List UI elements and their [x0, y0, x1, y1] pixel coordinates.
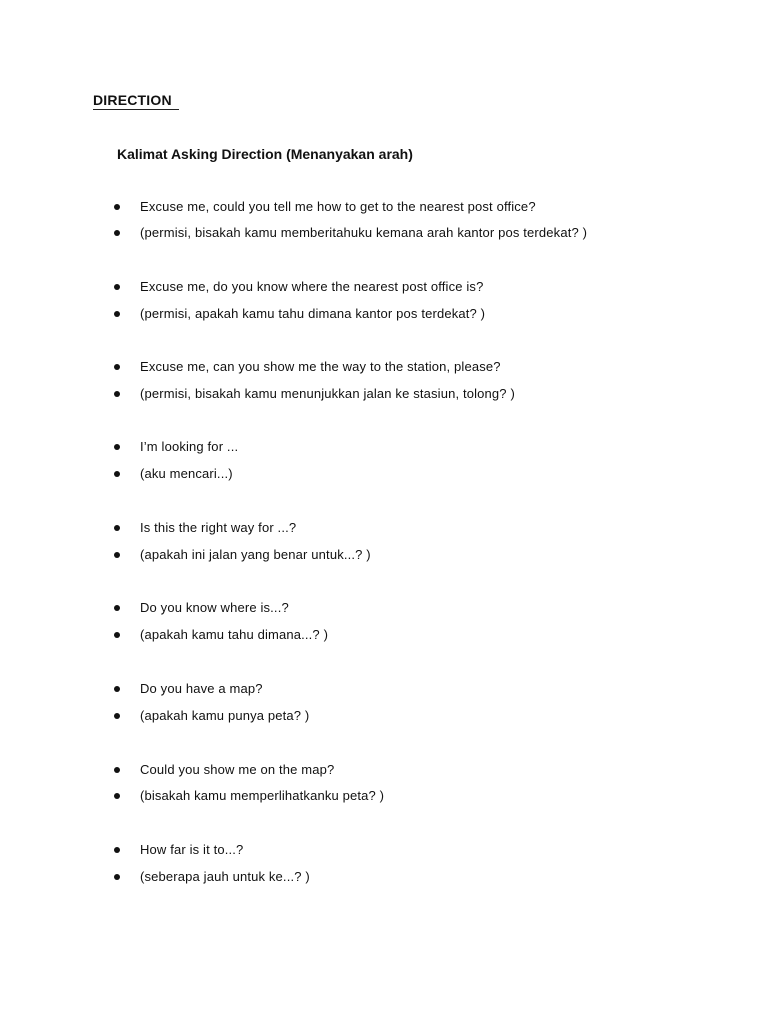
list-item-text: Do you have a map?	[140, 681, 263, 696]
list-item-text: (apakah kamu tahu dimana...? )	[140, 627, 329, 642]
list-item-text: I’m looking for ...	[140, 439, 239, 454]
list-item-text: (permisi, bisakah kamu menunjukkan jalan ke stasiun, tolong? )	[140, 386, 515, 401]
bullet-icon	[114, 525, 120, 531]
list-item-text: How far is it to...?	[140, 842, 244, 857]
bullet-icon	[114, 311, 120, 317]
list-item-text: (permisi, apakah kamu tahu dimana kantor pos terdekat? )	[140, 306, 486, 321]
list-item-text: Do you know where is...?	[140, 600, 289, 615]
bullet-icon	[114, 847, 120, 853]
bullet-icon	[114, 686, 120, 692]
bullet-icon	[114, 471, 120, 477]
bullet-icon	[114, 204, 120, 210]
list-item-text: (apakah kamu punya peta? )	[140, 708, 310, 723]
list-item-text: Excuse me, can you show me the way to the station, please?	[140, 359, 501, 374]
bullet-icon	[114, 632, 120, 638]
list-item-text: (permisi, bisakah kamu memberitahuku kemana arah kantor pos terdekat? )	[140, 225, 588, 240]
list-item-text: (apakah ini jalan yang benar untuk...? )	[140, 547, 371, 562]
bullet-icon	[114, 364, 120, 370]
list-item-text: (aku mencari...)	[140, 466, 233, 481]
list-item-text: (bisakah kamu memperlihatkanku peta? )	[140, 788, 385, 803]
section-heading: Kalimat Asking Direction (Menanyakan arah)	[117, 146, 413, 162]
bullet-icon	[114, 230, 120, 236]
bullet-icon	[114, 391, 120, 397]
page-title: DIRECTION	[93, 92, 172, 108]
bullet-icon	[114, 767, 120, 773]
bullet-icon	[114, 793, 120, 799]
list-item-text: Is this the right way for ...?	[140, 520, 297, 535]
bullet-icon	[114, 713, 120, 719]
list-item-text: (seberapa jauh untuk ke...? )	[140, 869, 310, 884]
list-item-text: Excuse me, could you tell me how to get to the nearest post office?	[140, 199, 536, 214]
title-underline	[93, 109, 179, 110]
list-item-text: Could you show me on the map?	[140, 762, 335, 777]
bullet-icon	[114, 444, 120, 450]
bullet-icon	[114, 552, 120, 558]
bullet-icon	[114, 284, 120, 290]
bullet-icon	[114, 874, 120, 880]
list-item-text: Excuse me, do you know where the nearest post office is?	[140, 279, 484, 294]
bullet-icon	[114, 605, 120, 611]
